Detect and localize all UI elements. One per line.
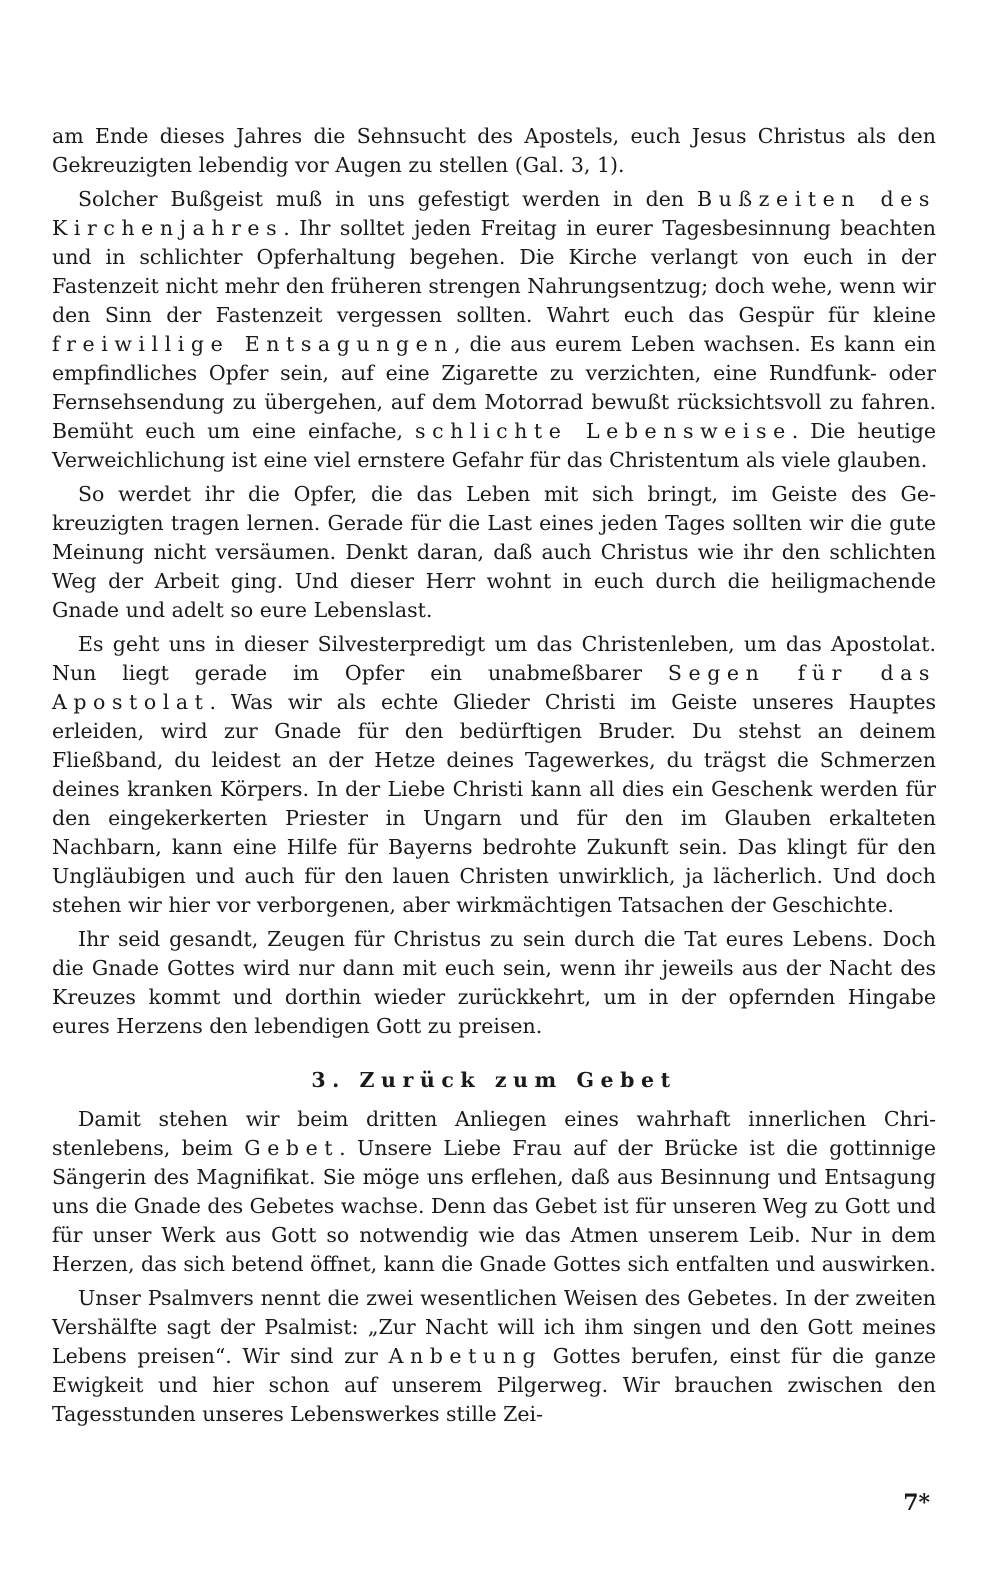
text-run: Solcher Bußgeist muß in uns gefestigt werden in den: [78, 187, 698, 211]
text-run: Es geht uns in dieser Silvesterpredigt um das Christenleben, um das Apostolat. Nun liegt gerade im Opfer ein unabmeßbarer: [52, 632, 936, 685]
text-run: am Ende dieses Jahres die Sehnsucht des Apostels, euch Jesus Christus als den Gekreuzigten lebendig vor Augen zu stellen (Gal. 3, 1).: [52, 124, 936, 177]
text-run: . Die heutige Verweichlichung ist eine viel ernstere Gefahr für das Christentum als viele glauben.: [52, 419, 936, 472]
emphasis-spaced: Segen für das Apostolat: [52, 661, 936, 714]
emphasis-spaced: Bußzeiten des Kirchenjahres: [52, 187, 937, 240]
paragraph: [52, 122, 936, 180]
paragraph: [52, 1105, 936, 1279]
emphasis-spaced: freiwillige Entsagungen: [52, 332, 455, 356]
text-run: So werdet ihr die Opfer, die das Leben mit sich bringt, im Geiste des Gekreuzigten tragen lernen. Gerade für die Last eines jeden Tages sollten wir die gute Meinung nicht versäumen. Denkt daran, daß auch Christus wie ihr den schlichten Weg der Arbeit ging. Und dieser Herr wohnt in euch durch die heiligmachende Gnade und adelt so eure Lebenslast.: [52, 482, 936, 622]
emphasis-spaced: Anbetung: [388, 1344, 543, 1368]
text-run: . Was wir als echte Glieder Christi im Geiste unseres Hauptes erleiden, wird zur Gnade für den bedürftigen Bruder. Du stehst an deinem Fließband, du leidest an der Hetze deines Tagewerkes, du trägst die Schmerzen deines kranken Körpers. In der Liebe Christi kann all dies ein Geschenk werden für den eingekerkerten Priester in Ungarn und für den im Glauben erkalteten Nachbarn, kann eine Hilfe für Bayerns bedrohte Zukunft sein. Das klingt für den Ungläubigen und auch für den lauen Christen unwirklich, ja lächerlich. Und doch stehen wir hier vor verborgenen, aber wirkmächtigen Tatsachen der Geschichte.: [52, 690, 936, 917]
text-block-after-heading: [52, 1105, 936, 1429]
paragraph: [52, 925, 936, 1041]
text-run: . Ihr solltet jeden Freitag in eurer Tagesbesinnung beachten und in schlichter Opferhaltung begehen. Die Kirche verlangt von euch in der Fastenzeit nicht mehr den früheren strengen Nahrungsentzug; doch wehe, wenn wir den Sinn der Fastenzeit vergessen sollten. Wahrt euch das Gespür für kleine: [52, 216, 936, 327]
emphasis-spaced: Gebet: [244, 1136, 340, 1160]
text-run: Unser Psalmvers nennt die zwei wesentlichen Weisen des Gebetes. In der zweiten Vershälfte sagt der Psalmist: „Zur Nacht will ich ihm singen und den Gott meines Lebens preisen“. Wir sind zur: [52, 1286, 936, 1368]
page-body: [52, 122, 936, 1429]
printer-signature-mark: 7*: [903, 1490, 930, 1516]
text-run: Ihr seid gesandt, Zeugen für Christus zu sein durch die Tat eures Lebens. Doch die Gnade Gottes wird nur dann mit euch sein, wenn ihr jeweils aus der Nacht des Kreuzes kommt und dorthin wieder zurückkehrt, um in der opfernden Hingabe eures Herzens den lebendigen Gott zu preisen.: [52, 927, 936, 1038]
text-block-before-heading: [52, 122, 936, 1041]
text-run: Damit stehen wir beim dritten Anliegen eines wahrhaft innerlichen Christenlebens, beim: [52, 1107, 936, 1160]
section-heading: 3. Zurück zum Gebet: [311, 1068, 677, 1092]
text-run: , die aus eurem Leben wachsen. Es kann ein empfindliches Opfer sein, auf eine Zigarette zu verzichten, eine Rundfunk- oder Fernsehsendung zu übergehen, auf dem Motorrad bewußt rücksichtsvoll zu fahren. Bemüht euch um eine einfache,: [52, 332, 936, 443]
paragraph: [52, 630, 936, 920]
text-run: . Unsere Liebe Frau auf der Brücke ist die gottinnige Sängerin des Magnifikat. Sie möge uns erflehen, daß aus Besinnung und Entsagung uns die Gnade des Gebetes wachse. Denn das Gebet ist für unseren Weg zu Gott und für unser Werk aus Gott so notwendig wie das Atmen unserem Leib. Nur in dem Herzen, das sich betend öffnet, kann die Gnade Gottes sich entfalten und auswirken.: [52, 1136, 936, 1276]
paragraph: [52, 185, 936, 475]
paragraph: [52, 480, 936, 625]
emphasis-spaced: schlichte Lebensweise: [415, 419, 792, 443]
text-run: Gottes berufen, einst für die ganze Ewigkeit und hier schon auf unserem Pilgerweg. Wir brauchen zwischen den Tagesstunden unseres Lebenswerkes stille Zei-: [52, 1344, 937, 1426]
paragraph: [52, 1284, 936, 1429]
